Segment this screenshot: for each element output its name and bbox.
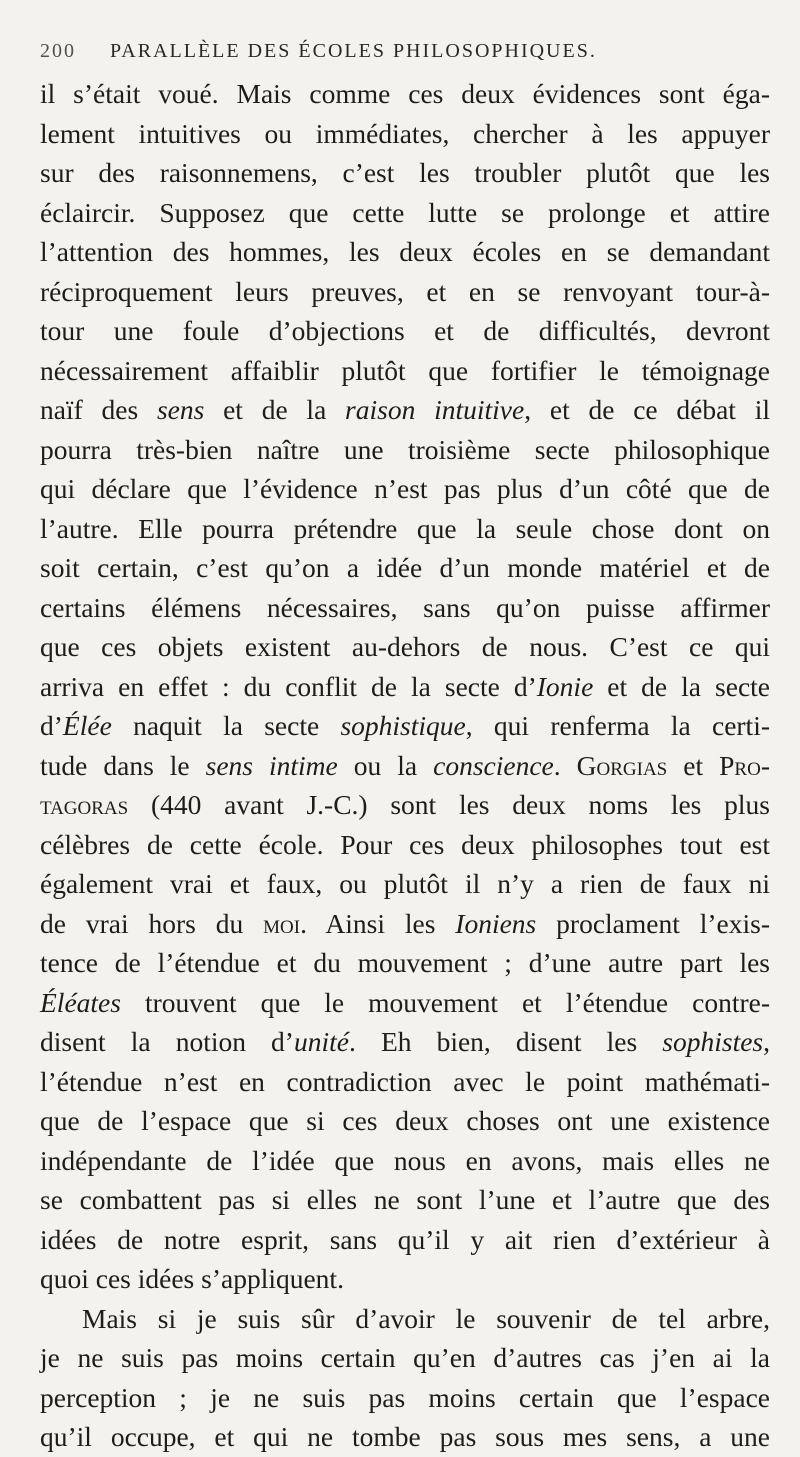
italic-term: sophistes: [662, 1026, 764, 1057]
text-line: qui déclare que l’évidence n’est pas plus d’un côté que de: [40, 473, 770, 504]
smallcaps-name: Pro-: [719, 749, 770, 781]
smallcaps-term: moi: [263, 907, 301, 939]
text-line: tour une foule d’objections et de difficultés, devront: [40, 315, 770, 346]
text-line: lement intuitives ou immédiates, chercher à les appuyer: [40, 117, 770, 149]
text-line: indépendante de l’idée que nous en avons, mais elles ne: [40, 1144, 770, 1176]
italic-term: sens intime: [205, 749, 338, 781]
text-fragment: et de la secte: [593, 670, 770, 702]
text-line: l’attention des hommes, les deux écoles en se demandant: [40, 236, 770, 267]
text-fragment: d’: [40, 710, 63, 741]
italic-term: Éléates: [40, 986, 121, 1018]
italic-term: unité: [293, 1026, 349, 1057]
text-line: perception ; je ne suis pas moins certain que l’espace: [40, 1381, 770, 1413]
text-line: il s’était voué. Mais comme ces deux évidences sont éga-: [40, 78, 770, 109]
smallcaps-name: Gorgias: [576, 749, 668, 781]
italic-term: raison intuitive: [345, 394, 525, 425]
text-fragment: et de la: [204, 394, 346, 425]
text-line: que de l’espace que si ces deux choses ont une existence: [40, 1105, 770, 1136]
text-line: réciproquement leurs preuves, et en se renvoyant tour-à-: [40, 275, 770, 307]
text-line: également vrai et faux, ou plutôt il n’y a rien de faux ni: [40, 868, 770, 899]
book-page: [40, 26, 771, 1452]
text-line: soit certain, c’est qu’on a idée d’un monde matériel et de: [40, 552, 770, 583]
text-line: qu’il occupe, et qui ne tombe pas sous mes sens, a une: [40, 1421, 770, 1452]
italic-term: sens: [156, 394, 205, 425]
text-fragment: .: [553, 749, 577, 781]
text-fragment: disent la notion d’: [40, 1026, 294, 1057]
text-line: [40, 983, 770, 1023]
text-line: [40, 706, 770, 746]
text-line: [40, 667, 770, 707]
text-fragment: naïf des: [40, 394, 157, 425]
text-fragment: de vrai hors du: [40, 907, 264, 939]
text-line: l’étendue n’est en contradiction avec le point mathémati-: [40, 1065, 770, 1097]
text-line: tence de l’étendue et du mouvement ; d’une autre part les: [40, 947, 770, 978]
text-line: se combattent pas si elles ne sont l’une et l’autre que des: [40, 1184, 770, 1215]
text-line: sur des raisonnemens, c’est les troubler plutôt que les: [40, 157, 770, 188]
text-line: [40, 746, 770, 786]
italic-term: Élée: [62, 710, 112, 741]
text-line: idées de notre esprit, sans qu’il y ait rien d’extérieur à: [40, 1223, 770, 1255]
italic-term: sophistique: [340, 710, 466, 741]
text-line: nécessairement affaiblir plutôt que fortifier le témoignage: [40, 354, 770, 386]
page-header: [40, 26, 770, 66]
italic-term: Ionie: [536, 670, 594, 702]
running-title: PARALLÈLE DES ÉCOLES PHILOSOPHIQUES.: [110, 40, 597, 62]
text-fragment: tude dans le: [40, 749, 206, 781]
text-fragment: . Ainsi les: [300, 907, 456, 939]
text-line: [40, 390, 770, 430]
text-fragment: ou la: [337, 749, 434, 781]
text-line: l’autre. Elle pourra prétendre que la seule chose dont on: [40, 512, 770, 544]
text-line: [40, 785, 770, 825]
text-fragment: , et de ce débat il: [524, 394, 770, 425]
text-fragment: arriva en effet : du conflit de la secte d’: [40, 670, 537, 702]
smallcaps-name: tagoras: [40, 789, 129, 820]
italic-term: Ioniens: [455, 907, 537, 939]
text-line: que ces objets existent au-dehors de nous. C’est ce qui: [40, 631, 770, 662]
text-line: quoi ces idées s’appliquent.: [40, 1263, 344, 1294]
text-line: pourra très-bien naître une troisième secte philosophique: [40, 433, 770, 465]
text-fragment: ,: [763, 1026, 770, 1057]
text-line: certains élémens nécessaires, sans qu’on puisse affirmer: [40, 591, 770, 623]
text-fragment: trouvent que le mouvement et l’étendue contre-: [120, 986, 770, 1018]
text-fragment: proclament l’exis-: [536, 907, 771, 939]
text-line: Mais si je suis sûr d’avoir le souvenir de tel arbre,: [82, 1302, 770, 1334]
text-line: éclaircir. Supposez que cette lutte se prolonge et attire: [40, 196, 770, 228]
text-fragment: naquit la secte: [111, 710, 341, 741]
text-line: je ne suis pas moins certain qu’en d’autres cas j’en ai la: [40, 1342, 770, 1373]
text-line: [40, 1022, 770, 1062]
text-fragment: et: [667, 749, 720, 781]
text-fragment: , qui renferma la certi-: [465, 710, 770, 741]
body-text: [40, 74, 770, 1457]
text-fragment: . Eh bien, disent les: [348, 1026, 663, 1057]
page-number: 200: [40, 40, 76, 62]
text-line: célèbres de cette école. Pour ces deux philosophes tout est: [40, 828, 770, 860]
italic-term: conscience: [433, 749, 554, 781]
text-fragment: (440 avant J.-C.) sont les deux noms les plus: [128, 789, 770, 820]
text-line: [40, 904, 770, 944]
